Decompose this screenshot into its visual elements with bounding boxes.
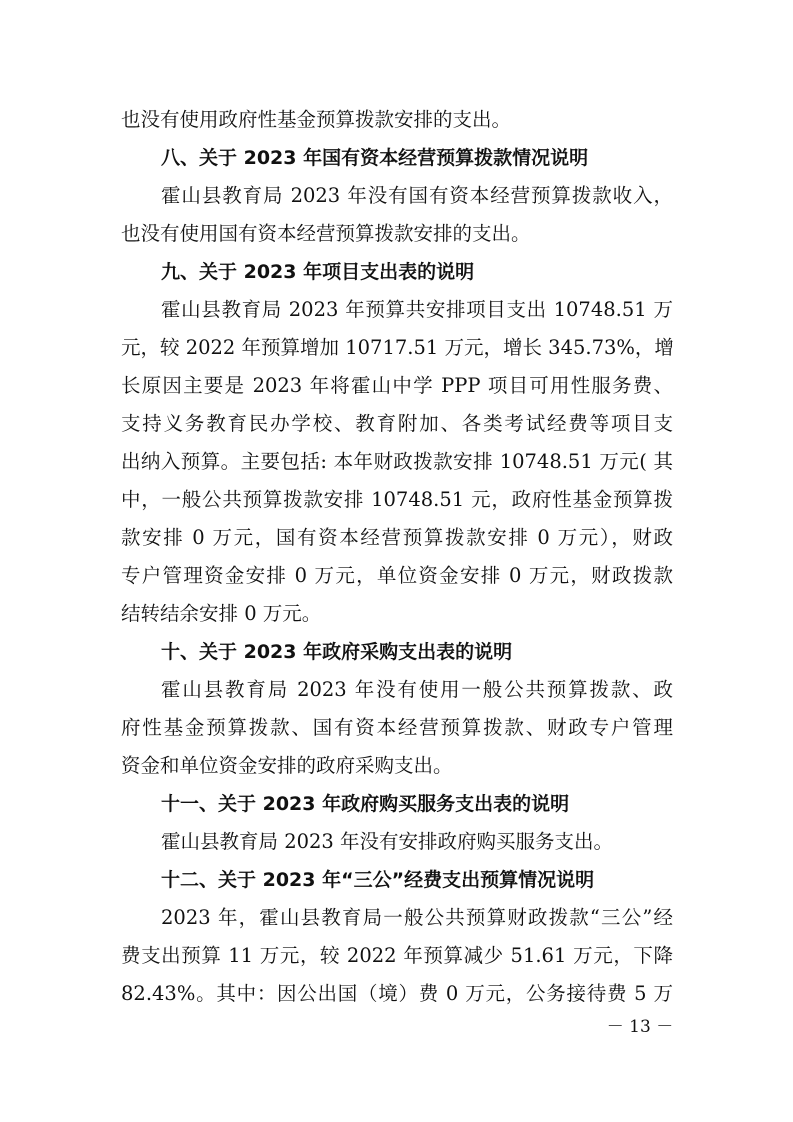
body-line: 霍山县教育局 2023 年预算共安排项目支出 10748.51 万 [161,298,673,321]
body-line: 结转结余安排 0 万元。 [121,602,322,625]
body-line: 费支出预算 11 万元，较 2022 年预算减少 51.61 万元，下降 [121,944,673,967]
body-line: 府性基金预算拨款、国有资本经营预算拨款、财政专户管理 [121,716,673,739]
body-line: 82.43%。其中：因公出国（境）费 0 万元，公务接待费 5 万 [121,982,673,1005]
body-line: 2023 年，霍山县教育局一般公共预算财政拨款“三公”经 [161,906,673,929]
body-line: 款安排 0 万元，国有资本经营预算拨款安排 0 万元），财政 [121,526,673,549]
section-heading: 九、关于 2023 年项目支出表的说明 [161,261,475,283]
body-line: 也没有使用国有资本经营预算拨款安排的支出。 [121,222,531,245]
body-line: 长原因主要是 2023 年将霍山中学 PPP 项目可用性服务费、 [121,374,673,397]
body-line: 资金和单位资金安排的政府采购支出。 [121,754,453,777]
body-line: 霍山县教育局 2023 年没有国有资本经营预算拨款收入， [161,184,673,207]
body-line: 出纳入预算。主要包括: 本年财政拨款安排 10748.51 万元( 其 [121,450,673,473]
section-heading: 十二、关于 2023 年“三公”经费支出预算情况说明 [161,869,595,891]
body-line: 中，一般公共预算拨款安排 10748.51 元，政府性基金预算拨 [121,488,673,511]
body-line: 霍山县教育局 2023 年没有使用一般公共预算拨款、政 [161,678,673,701]
page-number: － 13 － [606,1017,674,1037]
body-line: 支持义务教育民办学校、教育附加、各类考试经费等项目支 [121,412,673,435]
body-line: 元，较 2022 年预算增加 10717.51 万元，增长 345.73%，增 [121,336,674,359]
body-line: 霍山县教育局 2023 年没有安排政府购买服务支出。 [161,830,614,853]
body-line: 专户管理资金安排 0 万元，单位资金安排 0 万元，财政拨款 [121,564,673,587]
section-heading: 八、关于 2023 年国有资本经营预算拨款情况说明 [161,147,589,169]
section-heading: 十、关于 2023 年政府采购支出表的说明 [161,641,513,663]
body-line: 也没有使用政府性基金预算拨款安排的支出。 [121,108,512,131]
section-heading: 十一、关于 2023 年政府购买服务支出表的说明 [161,793,570,815]
